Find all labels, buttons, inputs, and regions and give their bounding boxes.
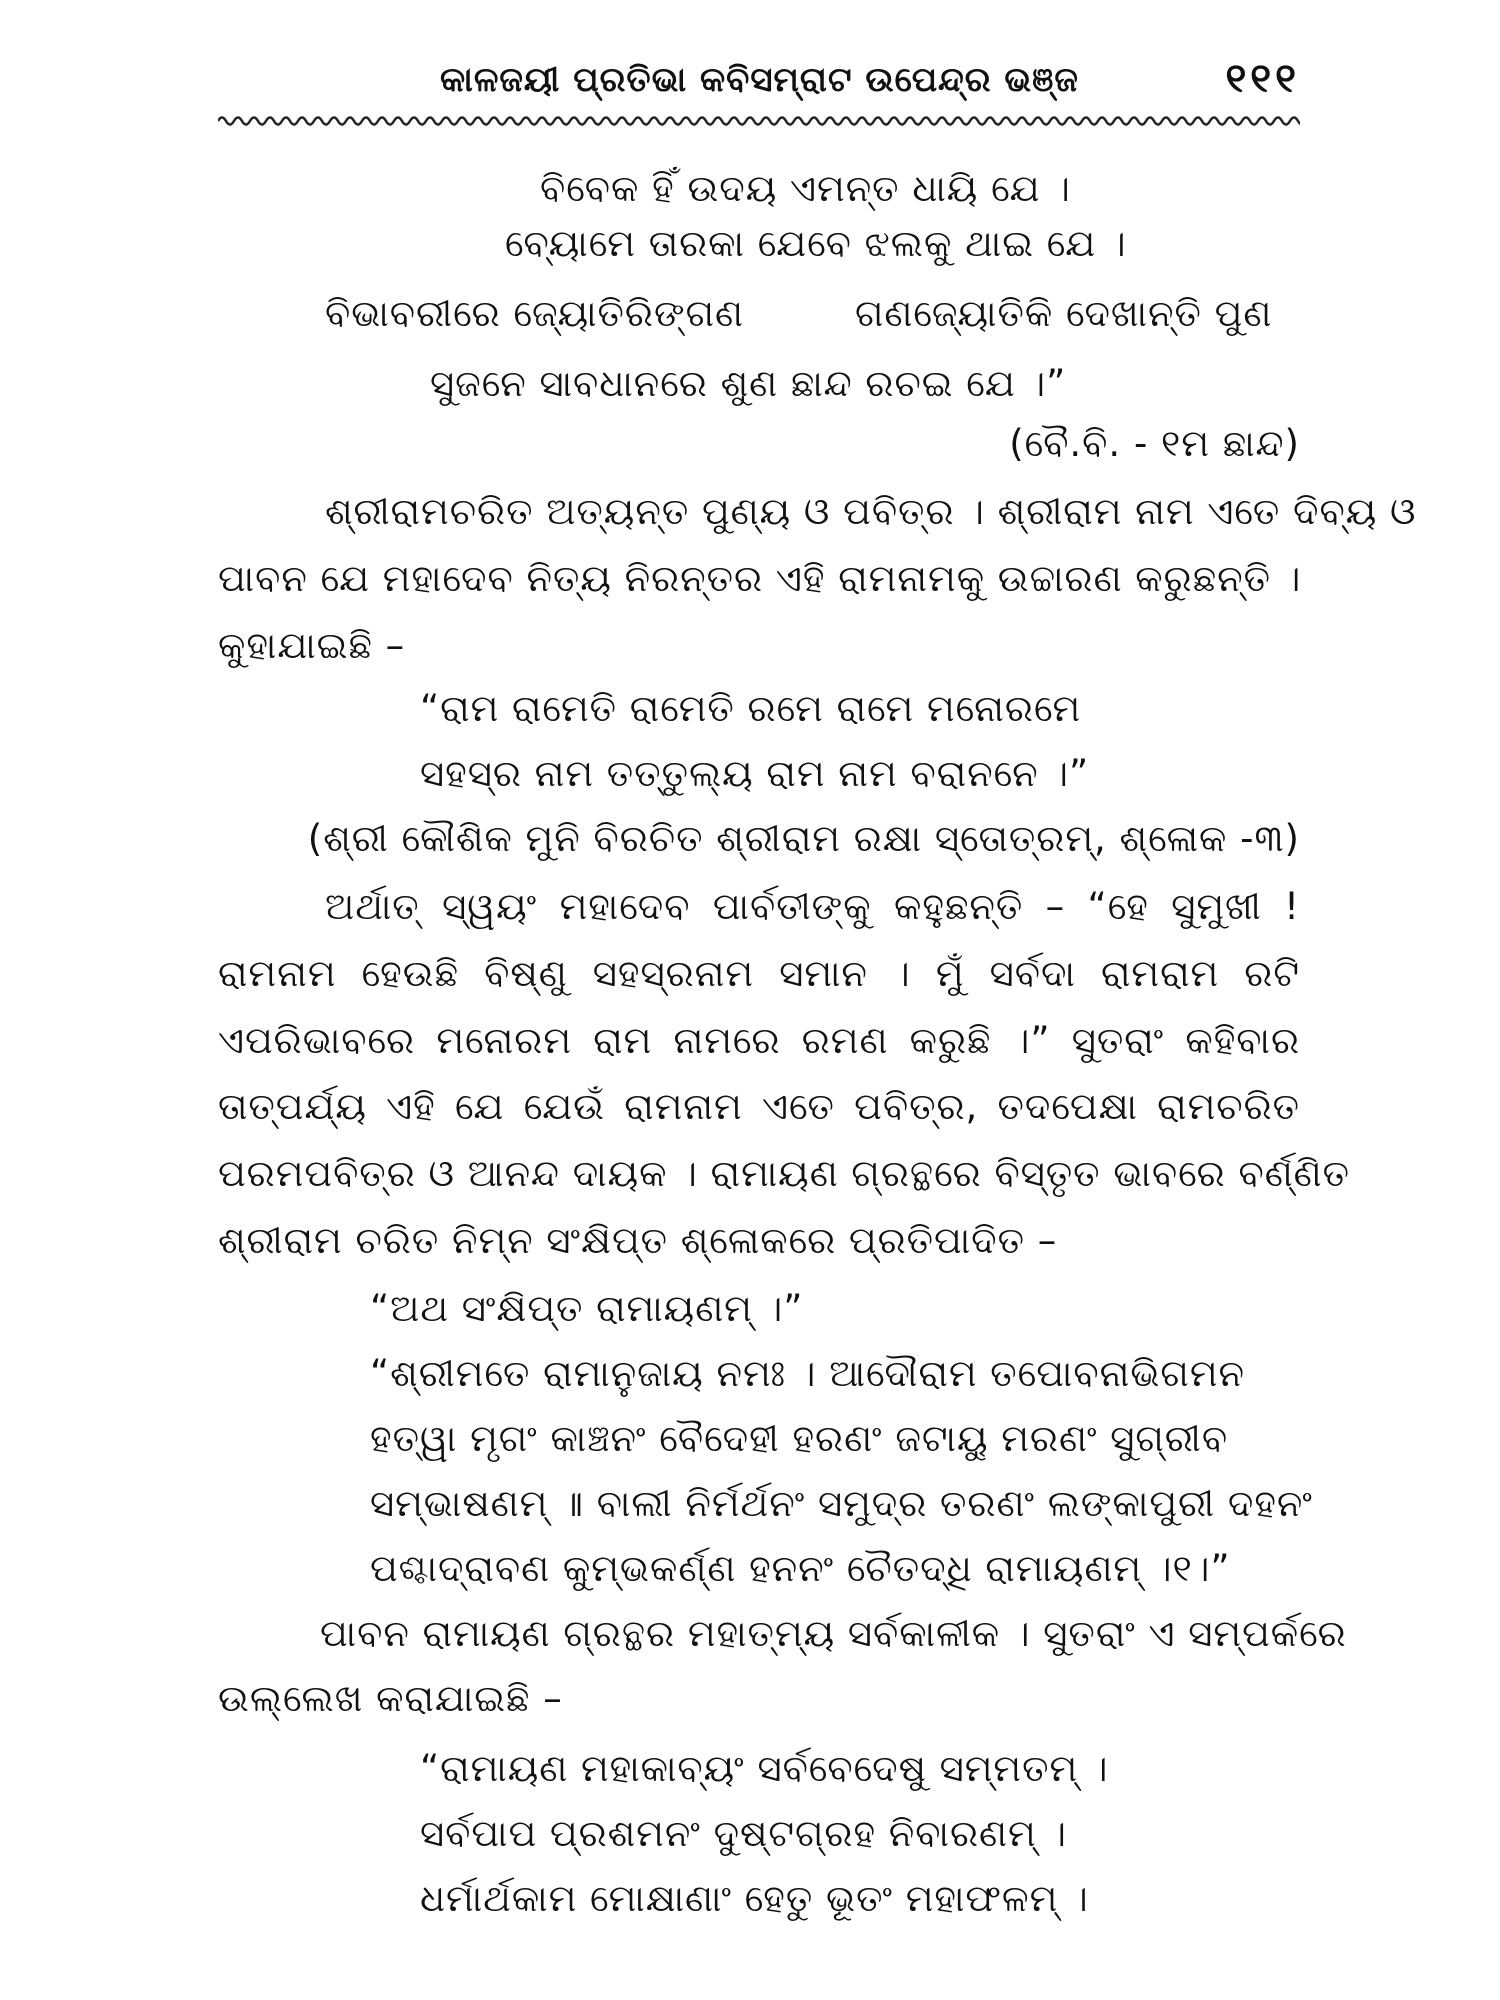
verse1-line2: ବ୍ୟୋମେ ତାରକା ଯେବେ ଝଲକୁ ଥାଇ ଯେ । <box>505 222 1127 265</box>
verse3-line5: ପଶ୍ଚାଦ୍ରାବଣ କୁମ୍ଭକର୍ଣ୍ଣ ହନନଂ ଚୈତଦ୍ଧି ରାମାୟଣମ୍ ।୧।” <box>370 1547 1231 1590</box>
verse3-line4: ସମ୍ଭାଷଣମ୍ ॥ ବାଲୀ ନିର୍ମର୍ଥନଂ ସମୁଦ୍ର ତରଣଂ ଲଙ୍କାପୁରୀ ଦହନଂ <box>370 1482 1313 1525</box>
verse1-line1: ବିବେକ ହିଁ ଉଦୟ ଏମନ୍ତ ଧାୟି ଯେ । <box>540 167 1071 210</box>
para2-line3: ଏପରିଭାବରେ ମନୋରମ ରାମ ନାମରେ ରମଣ କରୁଛି ।” ସୁତରାଂ କହିବାର <box>218 1019 1300 1062</box>
running-head: କାଳଜୟୀ ପ୍ରତିଭା କବିସମ୍ରାଟ ଉପେନ୍ଦ୍ର ଭଞ୍ଜ <box>440 60 1079 100</box>
verse2-line2: ସହସ୍ର ନାମ ତତ୍ତୁଲ୍ୟ ରାମ ନାମ ବରାନନେ ।” <box>420 752 1090 795</box>
para1-line1: ଶ୍ରୀରାମଚରିତ ଅତ୍ୟନ୍ତ ପୁଣ୍ୟ ଓ ପବିତ୍ର । ଶ୍ରୀରାମ ନାମ ଏତେ ଦିବ୍ୟ ଓ <box>325 490 1417 533</box>
verse4-line1: “ରାମାୟଣ ମହାକାବ୍ୟଂ ସର୍ବବେଦେଷୁ ସମ୍ମତମ୍ । <box>420 1747 1109 1790</box>
verse2-citation: (ଶ୍ରୀ କୌଶିକ ମୁନି ବିରଚିତ ଶ୍ରୀରାମ ରକ୍ଷା ସ୍ତୋତ୍ରମ୍, ଶ୍ଳୋକ -୩) <box>307 817 1300 860</box>
verse1-line4: ସୁଜନେ ସାବଧାନରେ ଶୁଣ ଛାନ୍ଦ ରଚଇ ଯେ ।” <box>430 362 1067 405</box>
para2-line5: ପରମପବିତ୍ର ଓ ଆନନ୍ଦ ଦାୟକ । ରାମାୟଣ ଗ୍ରନ୍ଥରେ ବିସ୍ତୃତ ଭାବରେ ବର୍ଣ୍ଣିତ <box>218 1152 1351 1195</box>
para3-line1: ପାବନ ରାମାୟଣ ଗ୍ରନ୍ଥର ମହାତ୍ମ୍ୟ ସର୍ବକାଳୀକ । ସୁତରାଂ ଏ ସମ୍ପର୍କରେ <box>320 1612 1347 1655</box>
para2-line4: ତାତ୍ପର୍ଯ୍ୟ ଏହି ଯେ ଯେଉଁ ରାମନାମ ଏତେ ପବିତ୍ର, ତଦପେକ୍ଷା ରାମଚରିତ <box>218 1085 1300 1128</box>
page-number: ୧୧୧ <box>1225 56 1300 102</box>
para2-line2: ରାମନାମ ହେଉଛି ବିଷ୍ଣୁ ସହସ୍ରନାମ ସମାନ । ମୁଁ ସର୍ବଦା ରାମରାମ ରଟି <box>218 952 1300 995</box>
verse3-line2: “ଶ୍ରୀମତେ ରାମାନୁଜାୟ ନମଃ । ଆଦୌରାମ ତପୋବନାଭିଗମନ <box>370 1352 1246 1395</box>
verse3-line1: “ଅଥ ସଂକ୍ଷିପ୍ତ ରାମାୟଣମ୍ ।” <box>370 1287 804 1330</box>
verse3-line3: ହତ୍ୱା ମୃଗଂ କାଞ୍ଚନଂ ବୈଦେହୀ ହରଣଂ ଜଟାୟୁ ମରଣଂ ସୁଗ୍ରୀବ <box>370 1417 1229 1460</box>
para2-line1: ଅର୍ଥାତ୍ ସ୍ୱୟଂ ମହାଦେବ ପାର୍ବତୀଙ୍କୁ କହୁଛନ୍ତି – “ହେ ସୁମୁଖୀ ! <box>325 885 1300 928</box>
verse2-line1: “ରାମ ରାମେତି ରାମେତି ରମେ ରାମେ ମନୋରମେ <box>420 687 1082 730</box>
verse1-line3b: ଗଣଜ୍ୟୋତିକି ଦେଖାନ୍ତି ପୁଣ <box>855 292 1273 335</box>
page-header <box>210 52 1300 112</box>
header-wavy-rule <box>218 112 1300 130</box>
verse1-citation: (ବୈ.ବି. - ୧ମ ଛାନ୍ଦ) <box>1009 422 1300 465</box>
verse1-line3a: ବିଭାବରୀରେ ଜ୍ୟୋତିରିଙ୍ଗଣ <box>325 292 744 335</box>
verse4-line2: ସର୍ବପାପ ପ୍ରଶମନଂ ଦୁଷ୍ଟଗ୍ରହ ନିବାରଣମ୍ । <box>420 1812 1068 1855</box>
verse4-line3: ଧର୍ମାର୍ଥକାମ ମୋକ୍ଷାଣାଂ ହେତୁ ଭୂତଂ ମହାଫଳମ୍ । <box>420 1877 1089 1920</box>
para2-line6: ଶ୍ରୀରାମ ଚରିତ ନିମ୍ନ ସଂକ୍ଷିପ୍ତ ଶ୍ଳୋକରେ ପ୍ରତିପାଦିତ – <box>218 1219 1058 1262</box>
para1-line2: ପାବନ ଯେ ମହାଦେବ ନିତ୍ୟ ନିରନ୍ତର ଏହି ରାମନାମକୁ ଉଚ୍ଚାରଣ କରୁଛନ୍ତି । <box>218 557 1302 600</box>
para3-line2: ଉଲ୍ଲେଖ କରାଯାଇଛି – <box>218 1677 563 1720</box>
para1-line3: କୁହାଯାଇଛି – <box>218 624 406 667</box>
